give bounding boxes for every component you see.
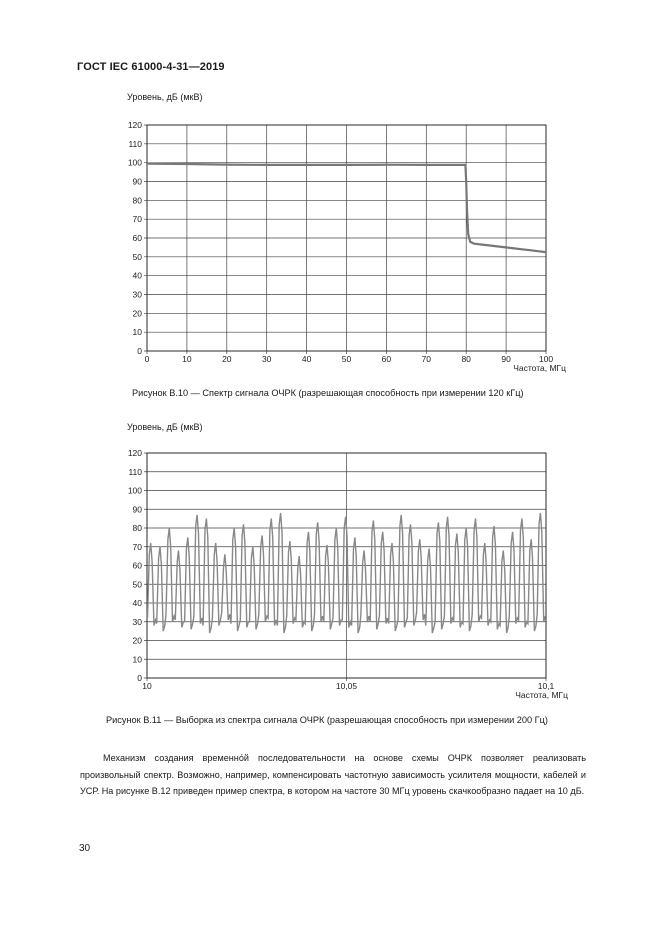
chart2-ytick-label: 120 bbox=[127, 448, 142, 458]
chart2-ytick-label: 60 bbox=[132, 560, 142, 571]
chart1-xtick-label: 60 bbox=[381, 354, 392, 364]
chart1-xtick-label: 100 bbox=[538, 354, 554, 364]
chart2-ytick-label: 0 bbox=[137, 673, 142, 683]
chart1-ytick-label: 90 bbox=[132, 176, 142, 187]
chart2-ytick-label: 90 bbox=[132, 504, 142, 515]
chart1-xtick-label: 80 bbox=[461, 354, 471, 364]
chart2-caption: Рисунок В.11 — Выборка из спектра сигнала ОЧРК (разрешающая способность при измерении 200 Гц) bbox=[106, 715, 548, 725]
chart1-ytick-label: 0 bbox=[137, 346, 142, 356]
chart2-ytick-label: 100 bbox=[127, 485, 142, 496]
chart1-xtick-label: 40 bbox=[301, 354, 312, 364]
chart1-ytick-label: 10 bbox=[132, 327, 142, 338]
chart1-xtick-label: 90 bbox=[501, 354, 511, 364]
chart1-ytick-label: 20 bbox=[132, 308, 142, 319]
chart1-xlabel: Частота, МГц bbox=[513, 363, 566, 373]
chart1-caption: Рисунок В.10 — Спектр сигнала ОЧРК (разрешающая способность при измерении 120 кГц) bbox=[132, 388, 524, 398]
chart2-ytick-label: 50 bbox=[132, 579, 142, 590]
chart1-xtick-label: 70 bbox=[421, 354, 432, 364]
chart2-xtick-label: 10,1 bbox=[537, 681, 555, 691]
chart1-ylabel: Уровень, дБ (мкВ) bbox=[127, 92, 203, 102]
chart1-ytick-label: 110 bbox=[128, 138, 142, 149]
chart2-xtick-label: 10,05 bbox=[335, 681, 358, 691]
chart1-xtick-label: 10 bbox=[182, 354, 192, 364]
chart2-ytick-label: 110 bbox=[128, 466, 142, 477]
chart1-ytick-label: 100 bbox=[127, 157, 142, 168]
body-paragraph-text: Механизм создания временно́й последовательности на основе схемы ОЧРК позволяет реализовать произвольный спектр. Возможно, например, компенсировать частотную зависимость усилителя мощности, кабелей и УСР. На рисунке В.12 приведен пример спектра, в котором на частоте 30 МГц уровень скачкообразно падает на 10 дБ. bbox=[80, 753, 586, 797]
chart1-ytick-label: 50 bbox=[132, 251, 142, 262]
chart1-xtick-label: 20 bbox=[222, 354, 232, 364]
chart1-ytick-label: 40 bbox=[132, 270, 142, 281]
chart2-ytick-label: 30 bbox=[132, 616, 142, 627]
chart2-xlabel: Частота, МГц bbox=[515, 690, 568, 700]
chart2-ytick-label: 80 bbox=[132, 523, 142, 533]
chart1-xtick-label: 30 bbox=[261, 354, 272, 364]
body-paragraph bbox=[80, 750, 586, 800]
chart2-ytick-label: 10 bbox=[132, 654, 142, 665]
chart1-xtick-label: 0 bbox=[144, 354, 150, 364]
chart2-ylabel: Уровень, дБ (мкВ) bbox=[127, 422, 203, 432]
chart2-ytick-label: 40 bbox=[132, 598, 142, 608]
chart1-xtick-label: 50 bbox=[341, 354, 352, 364]
chart2-ytick-label: 20 bbox=[132, 635, 142, 646]
chart2-ytick-label: 70 bbox=[132, 541, 142, 552]
chart1-ytick-label: 80 bbox=[132, 195, 142, 206]
chart1-ytick-label: 120 bbox=[127, 120, 142, 130]
chart1-ytick-label: 70 bbox=[132, 214, 142, 225]
document-header: ГОСТ IEC 61000-4-31—2019 bbox=[77, 61, 225, 73]
page-number: 30 bbox=[79, 843, 91, 854]
chart2-xtick-label: 10 bbox=[142, 681, 152, 691]
chart1-ytick-label: 30 bbox=[132, 289, 142, 300]
chart1-ytick-label: 60 bbox=[132, 233, 142, 243]
